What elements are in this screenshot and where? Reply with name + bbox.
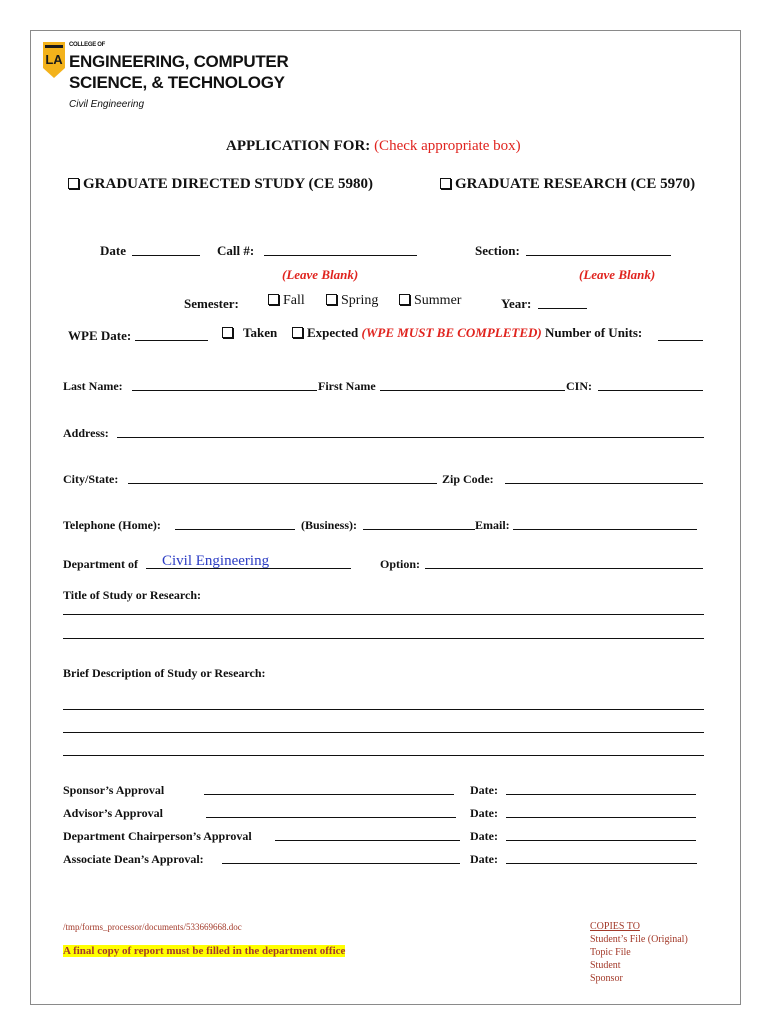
year-field[interactable] <box>538 308 587 309</box>
checkbox-icon[interactable] <box>440 178 451 189</box>
leave-blank-section: (Leave Blank) <box>579 267 656 282</box>
city-state-label: City/State: <box>63 472 119 486</box>
title-of-study-label: Title of Study or Research: <box>63 588 201 602</box>
department-sub-label: Civil Engineering <box>69 99 145 110</box>
copy-item: Student’s File (Original) <box>590 934 688 945</box>
email-label: Email: <box>475 518 510 532</box>
wpe-date-label: WPE Date: <box>68 328 132 343</box>
chair-approval-field[interactable] <box>275 840 460 841</box>
description-line-1[interactable] <box>63 709 704 710</box>
advisor-approval-label: Advisor’s Approval <box>63 806 163 820</box>
description-line-2[interactable] <box>63 732 704 733</box>
title-line-1[interactable] <box>63 614 704 615</box>
wpe-taken-option[interactable]: Taken <box>222 325 277 341</box>
units-label: Number of Units: <box>545 325 643 340</box>
cin-field[interactable] <box>598 390 703 391</box>
sponsor-date-label: Date: <box>470 783 498 797</box>
cal-state-la-logo-icon <box>43 42 65 78</box>
checkbox-icon[interactable] <box>326 294 337 305</box>
call-field[interactable] <box>264 255 417 256</box>
copy-item: Sponsor <box>590 973 623 984</box>
year-label: Year: <box>501 296 532 311</box>
chair-date-label: Date: <box>470 829 498 843</box>
wpe-must-note: (WPE MUST BE COMPLETED) <box>361 325 542 340</box>
chair-date-field[interactable] <box>506 840 696 841</box>
advisor-approval-field[interactable] <box>206 817 456 818</box>
semester-fall-option[interactable]: Fall <box>268 293 305 309</box>
checkbox-icon[interactable] <box>292 327 303 338</box>
document-path: /tmp/forms_processor/documents/533669668.doc <box>63 922 242 932</box>
city-state-field[interactable] <box>128 483 437 484</box>
semester-spring-option[interactable]: Spring <box>326 293 378 309</box>
sponsor-date-field[interactable] <box>506 794 696 795</box>
sponsor-approval-label: Sponsor’s Approval <box>63 783 165 797</box>
dean-approval-field[interactable] <box>222 863 460 864</box>
option-label: Option: <box>380 557 421 571</box>
business-field[interactable] <box>363 529 475 530</box>
telephone-home-field[interactable] <box>175 529 295 530</box>
business-label: (Business): <box>301 518 358 532</box>
zip-code-label: Zip Code: <box>442 472 494 486</box>
option-field[interactable] <box>425 568 703 569</box>
telephone-home-label: Telephone (Home): <box>63 518 161 532</box>
semester-summer-option[interactable]: Summer <box>399 293 461 309</box>
wpe-expected-option[interactable]: Expected (WPE MUST BE COMPLETED) Number of Units: <box>292 325 642 341</box>
address-label: Address: <box>63 426 109 440</box>
description-line-3[interactable] <box>63 755 704 756</box>
date-field[interactable] <box>132 255 200 256</box>
call-label: Call #: <box>217 243 255 258</box>
department-of-label: Department of <box>63 557 138 571</box>
option-graduate-research[interactable]: GRADUATE RESEARCH (CE 5970) <box>440 176 695 193</box>
wpe-date-field[interactable] <box>135 340 208 341</box>
checkbox-icon[interactable] <box>68 178 79 189</box>
college-name-line2: SCIENCE, & TECHNOLOGY <box>69 73 285 92</box>
application-hint: (Check appropriate box) <box>374 138 521 154</box>
title-line-2[interactable] <box>63 638 704 639</box>
address-field[interactable] <box>117 437 704 438</box>
zip-code-field[interactable] <box>505 483 703 484</box>
section-field[interactable] <box>526 255 671 256</box>
dean-date-label: Date: <box>470 852 498 866</box>
checkbox-icon[interactable] <box>399 294 410 305</box>
copies-to-list <box>590 920 688 985</box>
application-label: APPLICATION FOR: <box>226 138 371 154</box>
dean-approval-label: Associate Dean’s Approval: <box>63 852 204 866</box>
final-copy-notice: A final copy of report must be filled in the department office <box>63 945 346 957</box>
brief-description-label: Brief Description of Study or Research: <box>63 666 266 680</box>
last-name-field[interactable] <box>132 390 317 391</box>
semester-label: Semester: <box>184 296 239 311</box>
dean-date-field[interactable] <box>506 863 697 864</box>
copy-item: Topic File <box>590 947 631 958</box>
leave-blank-call: (Leave Blank) <box>282 267 359 282</box>
last-name-label: Last Name: <box>63 379 123 393</box>
advisor-date-field[interactable] <box>506 817 696 818</box>
sponsor-approval-field[interactable] <box>204 794 454 795</box>
first-name-field[interactable] <box>380 390 565 391</box>
checkbox-icon[interactable] <box>222 327 233 338</box>
first-name-label: First Name <box>318 379 376 393</box>
college-of-label: COLLEGE OF <box>69 42 106 48</box>
svg-text:LA: LA <box>45 52 63 67</box>
cin-label: CIN: <box>566 379 592 393</box>
checkbox-icon[interactable] <box>268 294 279 305</box>
option-directed-study[interactable]: GRADUATE DIRECTED STUDY (CE 5980) <box>68 176 373 193</box>
email-field[interactable] <box>513 529 697 530</box>
department-value: Civil Engineering <box>162 553 270 569</box>
section-label: Section: <box>475 243 520 258</box>
advisor-date-label: Date: <box>470 806 498 820</box>
college-name-line1: ENGINEERING, COMPUTER <box>69 52 289 71</box>
copy-item: Student <box>590 960 621 971</box>
application-heading <box>226 138 521 155</box>
chair-approval-label: Department Chairperson’s Approval <box>63 829 252 843</box>
units-field[interactable] <box>658 340 703 341</box>
date-label: Date <box>100 243 126 258</box>
copies-to-heading: COPIES TO <box>590 921 640 932</box>
